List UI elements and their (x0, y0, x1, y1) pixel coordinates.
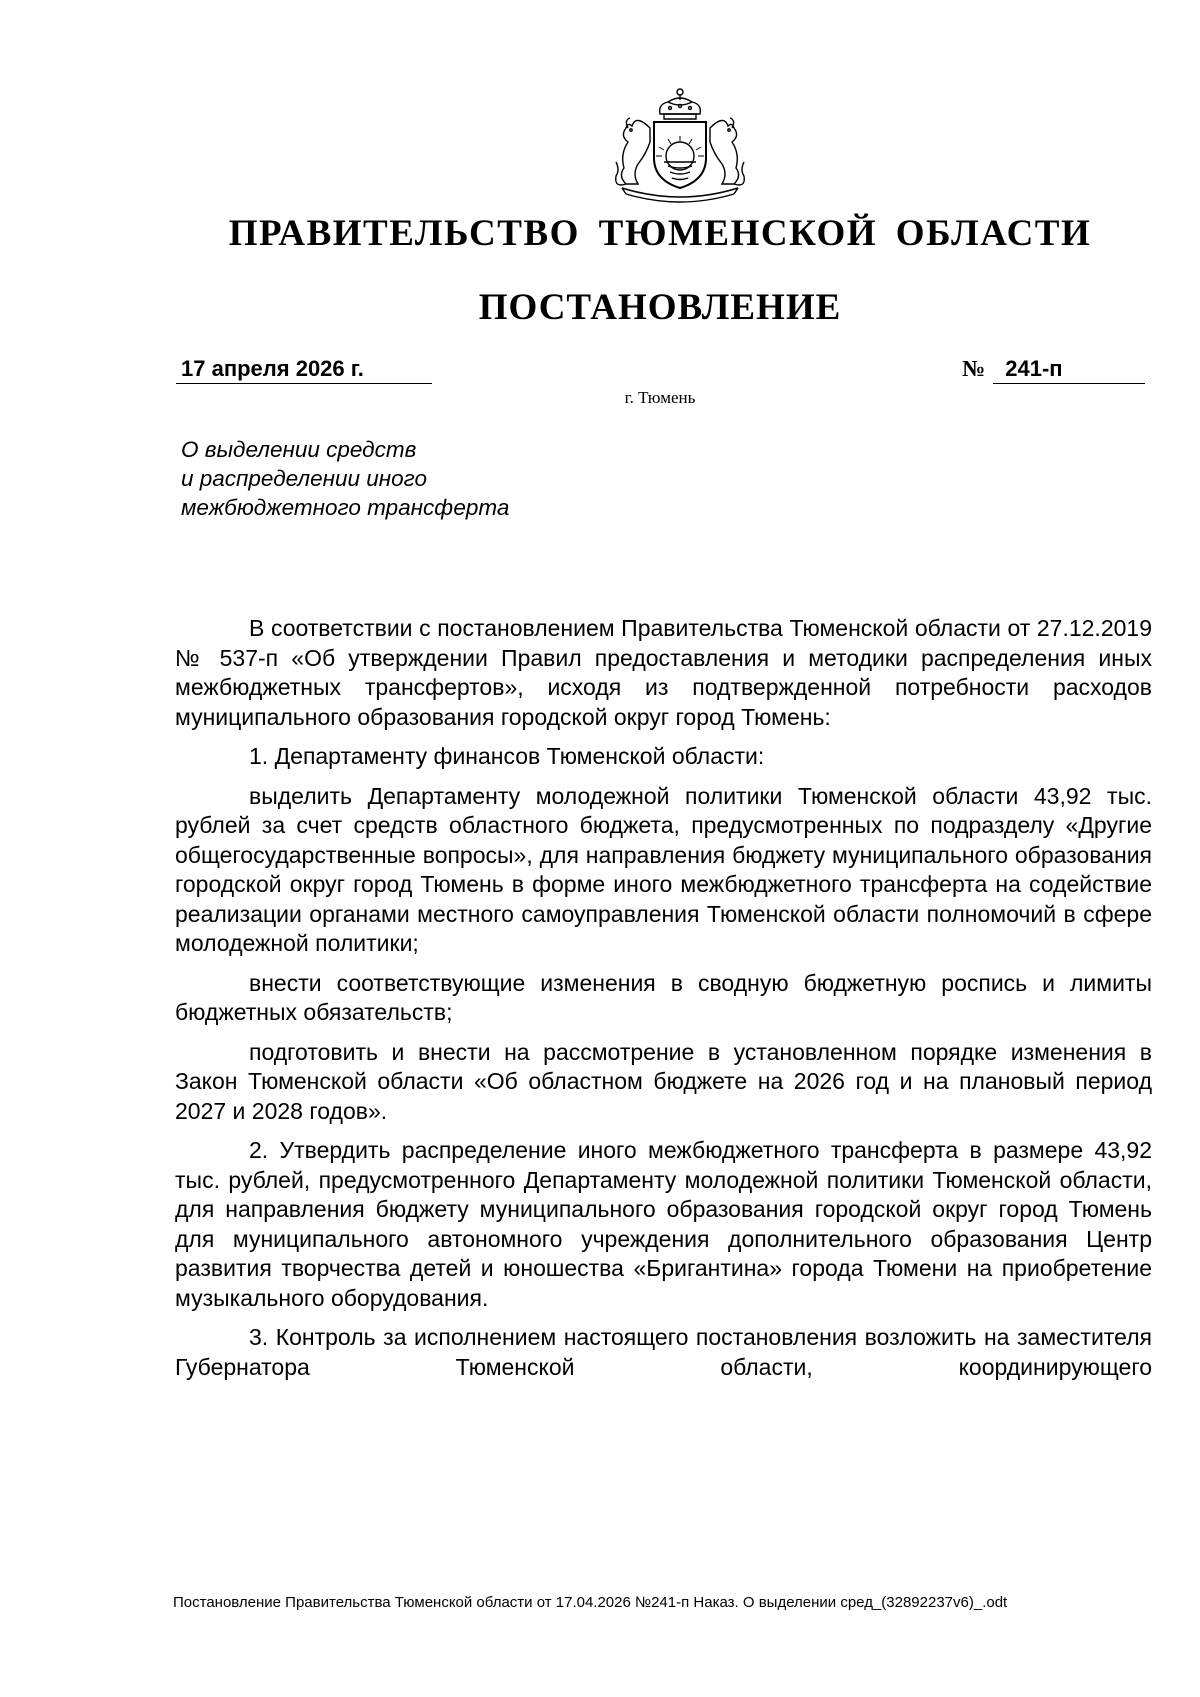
document-body (175, 614, 1152, 1382)
clause-2-paragraph: 2. Утвердить распределение иного межбюджетного трансферта в размере 43,92 тыс. рублей, предусмотренного Департаменту молодежной политики Тюменской области, для направления бюджету муниципального образования городской округ город Тюмень для муниципального автономного учреждения дополнительного образования Центр развития творчества детей и юношества «Бригантина» города Тюмени на приобретение музыкального оборудования. (175, 1137, 1152, 1311)
clause-1-prepare-paragraph: подготовить и внести на рассмотрение в установленном порядке изменения в Закон Тюменской области «Об областном бюджете на 2026 год и на плановый период 2027 и 2028 годов». (175, 1038, 1152, 1124)
number-value: 241-п (993, 356, 1145, 384)
page-footer: Постановление Правительства Тюменской области от 17.04.2026 №241-п Наказ. О выделении сред_(32892237v6)_.odt (173, 1594, 1008, 1611)
clause-1-allocate-paragraph: выделить Департаменту молодежной политики Тюменской области 43,92 тыс. рублей за счет средств областного бюджета, предусмотренных по подразделу «Другие общегосударственные вопросы», для направления бюджету муниципального образования городской округ город Тюмень в форме иного межбюджетного трансферта на содействие реализации органами местного самоуправления Тюменской области полномочий в сфере молодежной политики; (175, 782, 1152, 956)
preamble-paragraph: В соответствии с постановлением Правительства Тюменской области от 27.12.2019 № 537-п «Об утверждении Правил предоставления и методики распределения иных межбюджетных трансфертов», исходя из подтвержденной потребности расходов муниципального образования городской округ город Тюмень: (175, 615, 1152, 730)
city-label: г. Тюмень (624, 388, 696, 407)
number-sign: № (962, 356, 986, 381)
clause-3-paragraph: 3. Контроль за исполнением настоящего постановления возложить на заместителя Губернатора Тюменской области, координирующего (175, 1324, 1152, 1380)
coat-of-arms-icon (598, 84, 762, 208)
subject-line: и распределении иного (181, 466, 428, 491)
clause-1-heading: 1. Департаменту финансов Тюменской области: (249, 743, 765, 769)
clause-1-amend-paragraph: внести соответствующие изменения в сводную бюджетную роспись и лимиты бюджетных обязательств; (175, 969, 1152, 1025)
document-type-heading: ПОСТАНОВЛЕНИЕ (478, 287, 842, 328)
subject-line: О выделении средств (181, 437, 417, 462)
document-number (962, 356, 1145, 384)
document-date: 17 апреля 2026 г. (176, 356, 432, 384)
document-subject (181, 435, 509, 522)
subject-line: межбюджетного трансферта (181, 495, 510, 520)
organization-title: ПРАВИТЕЛЬСТВО ТЮМЕНСКОЙ ОБЛАСТИ (228, 213, 1092, 254)
